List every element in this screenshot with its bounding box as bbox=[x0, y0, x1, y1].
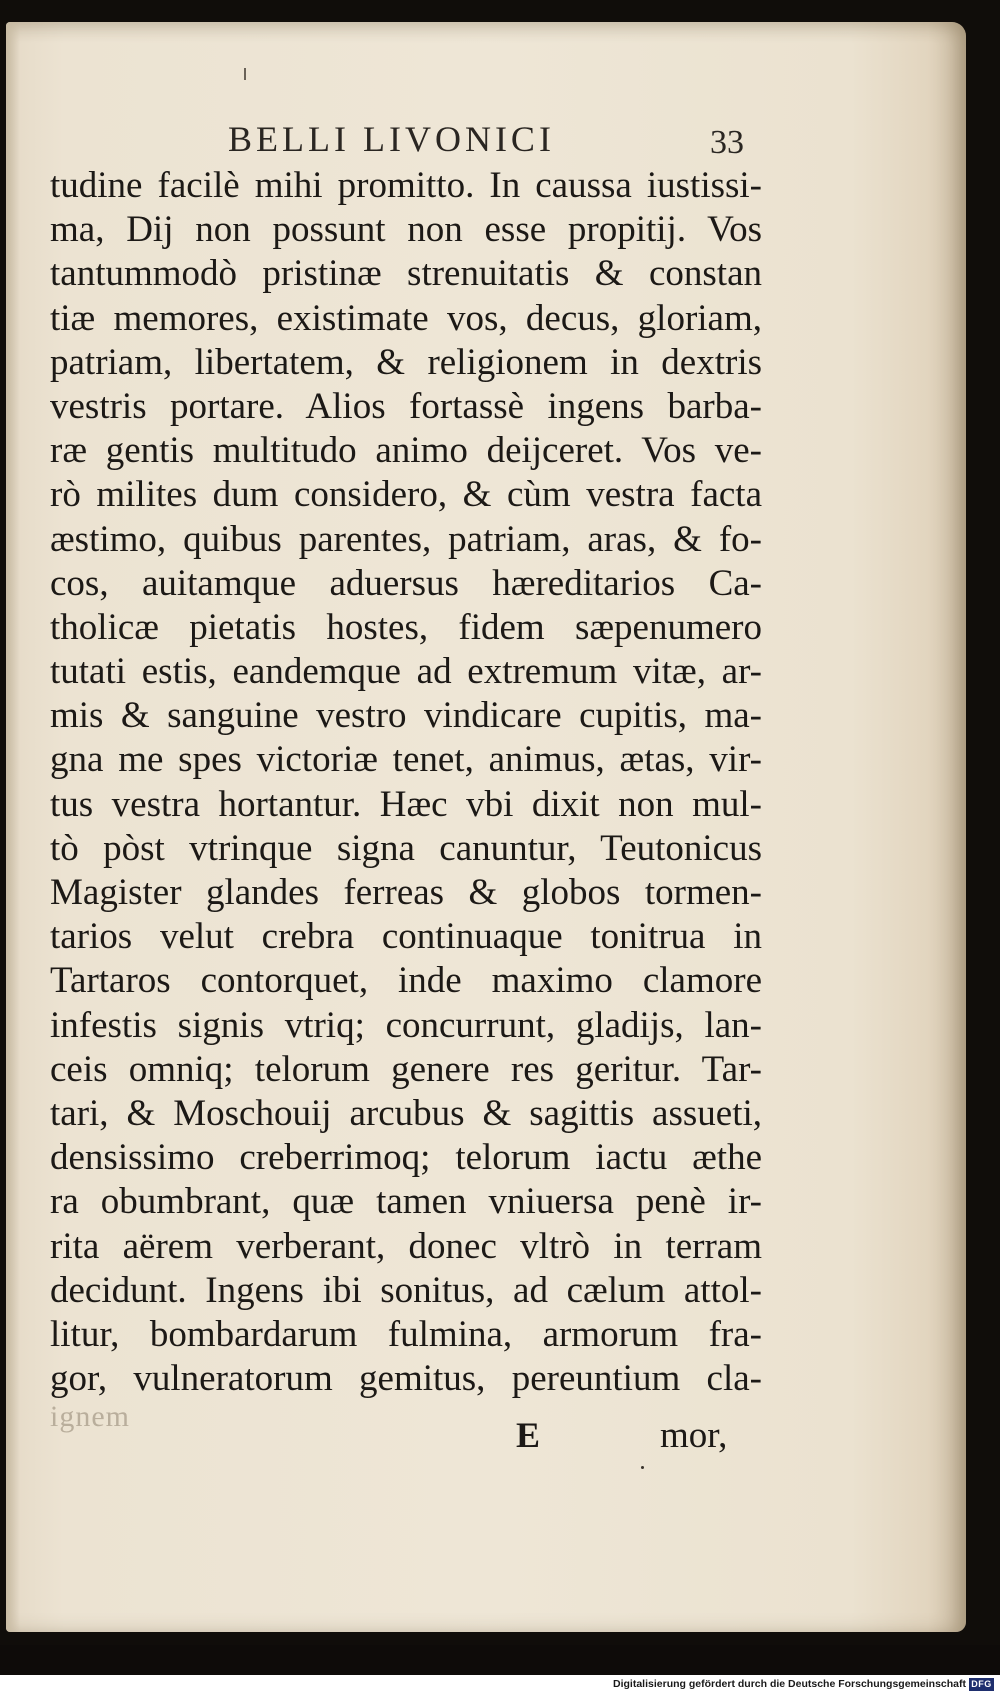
stray-ink-mark bbox=[244, 68, 246, 80]
body-text bbox=[50, 164, 762, 1401]
text-line: ceis omniq; telorum genere res geritur. Tar- bbox=[50, 1048, 762, 1090]
text-line: tholicæ pietatis hostes, fidem sæpenumero bbox=[50, 606, 762, 648]
funding-credit: Digitalisierung gefördert durch die Deutsche Forschungsgemeinschaft bbox=[613, 1678, 966, 1690]
text-line: ma, Dij non possunt non esse propitij. Vos bbox=[50, 209, 762, 251]
text-line: gor, vulneratorum gemitus, pereuntium cla- bbox=[50, 1358, 762, 1400]
text-line: tarios velut crebra continuaque tonitrua in bbox=[50, 916, 762, 958]
text-line: æstimo, quibus parentes, patriam, aras, & fo- bbox=[50, 518, 762, 560]
signature-mark: E bbox=[516, 1415, 541, 1455]
text-line: tantummodò pristinæ strenuitatis & constan bbox=[50, 253, 762, 295]
scan-bottom-edge bbox=[0, 1645, 1000, 1675]
footer-strip bbox=[0, 1675, 1000, 1695]
text-line: rò milites dum considero, & cùm vestra facta bbox=[50, 474, 762, 516]
text-line: ra obumbrant, quæ tamen vniuersa penè ir- bbox=[50, 1181, 762, 1223]
text-line: rita aërem verberant, donec vltrò in terram bbox=[50, 1225, 762, 1267]
text-line: tudine facilè mihi promitto. In caussa iustissi- bbox=[50, 165, 762, 206]
text-line: infestis signis vtriq; concurrunt, gladijs, lan- bbox=[50, 1004, 762, 1046]
faded-bleedthrough-text: ignem bbox=[50, 1400, 130, 1433]
running-head: BELLI LIVONICI bbox=[228, 119, 555, 159]
text-line: tò pòst vtrinque signa canuntur, Teutonicus bbox=[50, 827, 762, 869]
text-line: patriam, libertatem, & religionem in dextris bbox=[50, 341, 762, 383]
ink-dot bbox=[641, 1466, 644, 1469]
text-line: decidunt. Ingens ibi sonitus, ad cælum attol- bbox=[50, 1269, 762, 1311]
dfg-logo-icon: DFG bbox=[969, 1678, 994, 1691]
page-gutter-shadow bbox=[6, 22, 20, 1632]
text-line: cos, auitamque aduersus hæreditarios Ca- bbox=[50, 562, 762, 604]
text-line: gna me spes victoriæ tenet, animus, ætas, vir- bbox=[50, 739, 762, 781]
text-line: tari, & Moschouij arcubus & sagittis assueti, bbox=[50, 1092, 762, 1134]
text-line: densissimo creberrimoq; telorum iactu æthe bbox=[50, 1137, 762, 1179]
text-line: Magister glandes ferreas & globos tormen- bbox=[50, 872, 762, 913]
text-line: mis & sanguine vestro vindicare cupitis, ma- bbox=[50, 695, 762, 737]
text-line: vestris portare. Alios fortassè ingens barba- bbox=[50, 385, 762, 427]
text-line: Tartaros contorquet, inde maximo clamore bbox=[50, 960, 762, 1002]
text-line: tutati estis, eandemque ad extremum vitæ, ar- bbox=[50, 651, 762, 693]
page-number: 33 bbox=[710, 124, 744, 161]
text-line: litur, bombardarum fulmina, armorum fra- bbox=[50, 1313, 762, 1355]
text-line: tus vestra hortantur. Hæc vbi dixit non mul- bbox=[50, 783, 762, 825]
text-line: ræ gentis multitudo animo deijceret. Vos ve- bbox=[50, 430, 762, 472]
catchword: mor, bbox=[660, 1415, 728, 1456]
text-line: tiæ memores, existimate vos, decus, gloriam, bbox=[50, 297, 762, 339]
